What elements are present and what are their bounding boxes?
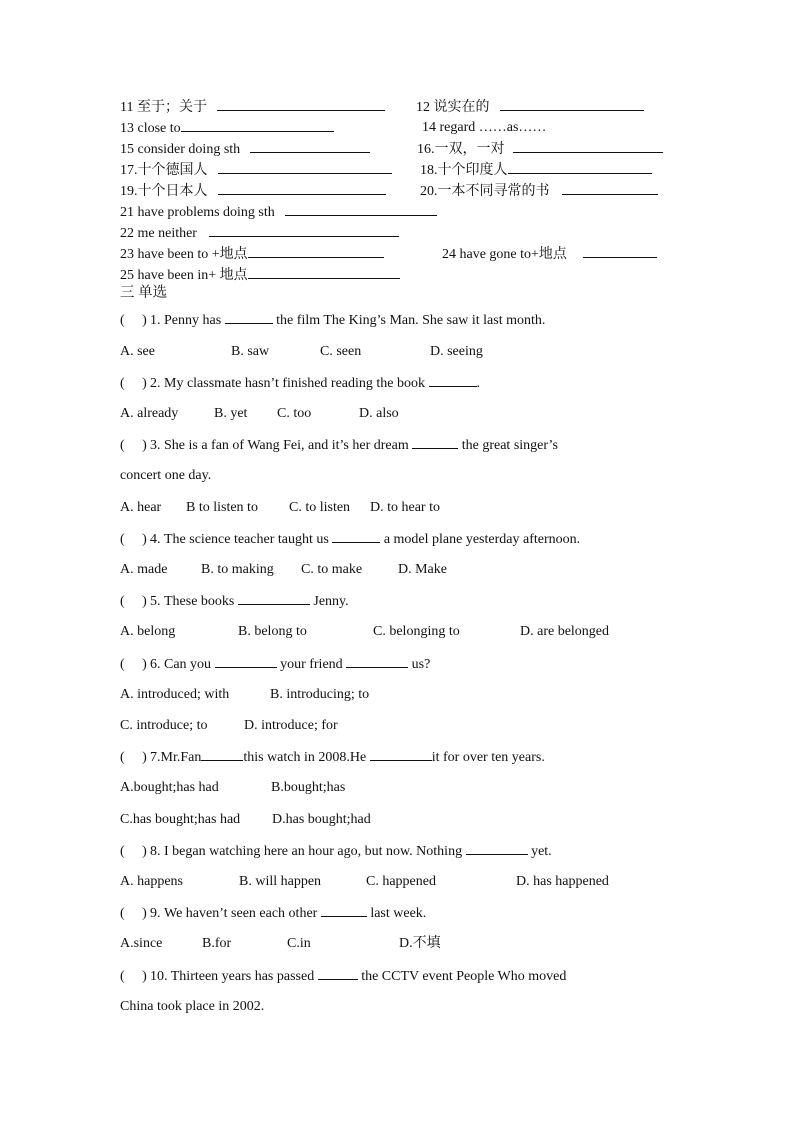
option-a[interactable]: A. made xyxy=(120,562,168,577)
question-text: We haven’t seen each other xyxy=(164,906,318,921)
vocab-text: 19.十个日本人 xyxy=(120,184,208,199)
option-c[interactable]: C. seen xyxy=(320,344,362,359)
option-c[interactable]: C. to make xyxy=(301,562,363,577)
answer-paren[interactable]: ( ) xyxy=(120,969,147,984)
question-text: last week. xyxy=(370,906,427,921)
option-c[interactable]: C. introduce; to xyxy=(120,718,208,733)
options-line xyxy=(120,809,680,831)
question-number: 6. xyxy=(150,657,161,672)
option-b[interactable]: B. to making xyxy=(201,562,274,577)
option-c[interactable]: C. happened xyxy=(366,874,436,889)
vocab-row xyxy=(120,96,680,117)
vocab-item xyxy=(120,201,437,223)
question-line xyxy=(120,965,680,987)
question-text: your friend xyxy=(280,657,343,672)
vocab-text: 13 close to xyxy=(120,121,181,136)
answer-paren[interactable]: ( ) xyxy=(120,313,147,328)
option-b[interactable]: B. yet xyxy=(214,406,248,421)
option-b[interactable]: B. saw xyxy=(231,344,270,359)
question-number: 7. xyxy=(150,750,161,765)
option-c[interactable]: C.has bought;has had xyxy=(120,812,241,827)
question-text: . xyxy=(476,376,481,391)
options-line xyxy=(120,341,680,363)
option-d[interactable]: D. are belonged xyxy=(520,624,610,639)
question-text: Thirteen years has passed xyxy=(167,969,315,984)
answer-blank[interactable] xyxy=(285,201,437,216)
vocab-item xyxy=(416,96,644,118)
vocab-row xyxy=(120,138,680,159)
option-d[interactable]: D.has bought;had xyxy=(272,812,371,827)
option-c[interactable]: C. too xyxy=(277,406,312,421)
vocab-item xyxy=(422,117,546,138)
answer-paren[interactable]: ( ) xyxy=(120,532,147,547)
answer-blank[interactable] xyxy=(238,590,310,605)
vocab-text: 15 consider doing sth xyxy=(120,142,241,157)
vocab-text: 16.一双，一对 xyxy=(417,142,505,157)
question-text: The science teacher taught us xyxy=(164,532,329,547)
vocab-item xyxy=(120,180,386,202)
option-a[interactable]: A. happens xyxy=(120,874,183,889)
option-d[interactable]: D. Make xyxy=(398,562,447,577)
vocab-item xyxy=(417,138,663,160)
vocab-text: 24 have gone to+地点 xyxy=(442,247,567,262)
question-number: 9. xyxy=(150,906,161,921)
vocab-item xyxy=(120,138,370,160)
options-line xyxy=(120,497,680,519)
option-a[interactable]: A. introduced; with xyxy=(120,687,230,702)
answer-blank[interactable] xyxy=(218,159,392,174)
question-number: 4. xyxy=(150,532,161,547)
vocab-row xyxy=(120,117,680,138)
answer-paren[interactable]: ( ) xyxy=(120,750,147,765)
question-text: Jenny. xyxy=(313,594,349,609)
answer-blank[interactable] xyxy=(429,372,477,387)
vocab-row xyxy=(120,264,680,285)
vocab-text: 21 have problems doing sth xyxy=(120,205,275,220)
vocab-text: 11 至于；关于 xyxy=(120,100,207,115)
option-b[interactable]: B. introducing; to xyxy=(270,687,370,702)
question-line xyxy=(120,309,680,331)
vocab-text: 17.十个德国人 xyxy=(120,163,208,178)
question-text: it for over ten years. xyxy=(431,750,545,765)
vocab-item xyxy=(420,159,652,181)
question-text: Can you xyxy=(164,657,212,672)
vocab-text: 22 me neither xyxy=(120,226,197,241)
section-title: 三 单选 xyxy=(120,285,168,301)
question-line xyxy=(120,372,680,394)
vocab-item xyxy=(420,180,658,202)
question-number: 5. xyxy=(150,594,161,609)
option-d[interactable]: D. introduce; for xyxy=(244,718,338,733)
vocab-item xyxy=(120,159,392,181)
question-text: us? xyxy=(411,657,431,672)
question-text: the great singer’s xyxy=(461,438,558,453)
option-d[interactable]: D. also xyxy=(359,406,399,421)
answer-blank[interactable] xyxy=(225,309,273,324)
answer-blank[interactable] xyxy=(318,965,358,980)
answer-paren[interactable]: ( ) xyxy=(120,376,147,391)
answer-paren[interactable]: ( ) xyxy=(120,657,147,672)
options-line xyxy=(120,933,680,955)
vocab-item xyxy=(120,243,384,265)
question-number: 1. xyxy=(150,313,161,328)
question-line xyxy=(120,996,680,1018)
answer-paren[interactable]: ( ) xyxy=(120,844,147,859)
question-line xyxy=(120,746,680,768)
answer-blank[interactable] xyxy=(562,180,658,195)
answer-blank[interactable] xyxy=(250,138,370,153)
question-text: yet. xyxy=(531,844,552,859)
answer-blank[interactable] xyxy=(201,746,243,761)
answer-blank[interactable] xyxy=(332,528,380,543)
answer-paren[interactable]: ( ) xyxy=(120,594,147,609)
answer-blank[interactable] xyxy=(248,243,384,258)
question-text: She is a fan of Wang Fei, and it’s her dream xyxy=(164,438,409,453)
vocab-item xyxy=(120,96,385,118)
answer-blank[interactable] xyxy=(412,434,458,449)
question-line xyxy=(120,465,680,487)
vocab-text: 18.十个印度人 xyxy=(420,163,508,178)
answer-paren[interactable]: ( ) xyxy=(120,438,147,453)
answer-blank[interactable] xyxy=(209,222,399,237)
question-line xyxy=(120,840,680,862)
options-line xyxy=(120,403,680,425)
vocab-row xyxy=(120,180,680,201)
vocab-row xyxy=(120,201,680,222)
question-text: Mr.Fan xyxy=(160,750,202,765)
option-c[interactable]: C. belonging to xyxy=(373,624,460,639)
vocab-text: 23 have been to +地点 xyxy=(120,247,248,262)
option-c[interactable]: C.in xyxy=(287,936,311,951)
question-text: Penny has xyxy=(164,313,222,328)
option-b[interactable]: B to listen to xyxy=(186,500,258,515)
vocab-item xyxy=(120,222,399,244)
options-line xyxy=(120,715,680,737)
question-number: 10. xyxy=(150,969,168,984)
question-number: 8. xyxy=(150,844,161,859)
question-text: the CCTV event People Who moved xyxy=(361,969,567,984)
question-text: I began watching here an hour ago, but now. Nothing xyxy=(164,844,463,859)
question-number: 2. xyxy=(150,376,161,391)
question-text: China took place in 2002. xyxy=(120,999,265,1014)
vocab-item xyxy=(120,117,334,139)
options-line xyxy=(120,871,680,893)
question-text: this watch in 2008.He xyxy=(243,750,367,765)
option-b[interactable]: B.bought;has xyxy=(271,780,346,795)
answer-blank[interactable] xyxy=(217,96,385,111)
vocab-text: 20.一本不同寻常的书 xyxy=(420,184,550,199)
question-text: My classmate hasn’t finished reading the book xyxy=(164,376,426,391)
vocab-text: 14 regard ……as…… xyxy=(422,120,547,135)
question-line xyxy=(120,434,680,456)
question-line xyxy=(120,902,680,924)
option-b[interactable]: B. belong to xyxy=(238,624,307,639)
vocab-text: 25 have been in+ 地点 xyxy=(120,268,248,283)
option-d[interactable]: D.不填 xyxy=(399,936,441,951)
vocab-item xyxy=(442,243,657,265)
option-a[interactable]: A. already xyxy=(120,406,179,421)
question-text: concert one day. xyxy=(120,468,212,483)
vocab-row xyxy=(120,243,680,264)
answer-blank[interactable] xyxy=(513,138,663,153)
option-a[interactable]: A. hear xyxy=(120,500,162,515)
options-line xyxy=(120,777,680,799)
option-b[interactable]: B.for xyxy=(202,936,232,951)
question-line xyxy=(120,653,680,675)
question-text: These books xyxy=(164,594,235,609)
answer-blank[interactable] xyxy=(218,180,386,195)
answer-blank[interactable] xyxy=(181,117,334,132)
vocab-row xyxy=(120,159,680,180)
answer-blank[interactable] xyxy=(508,159,652,174)
question-text: a model plane yesterday afternoon. xyxy=(383,532,581,547)
answer-blank[interactable] xyxy=(346,653,408,668)
answer-blank[interactable] xyxy=(215,653,277,668)
question-text: the film The King’s Man. She saw it last month. xyxy=(276,313,546,328)
question-line xyxy=(120,590,680,612)
option-a[interactable]: A. belong xyxy=(120,624,176,639)
vocab-text: 12 说实在的 xyxy=(416,100,490,115)
vocab-row xyxy=(120,222,680,243)
option-d[interactable]: D. seeing xyxy=(430,344,483,359)
answer-paren[interactable]: ( ) xyxy=(120,906,147,921)
options-line xyxy=(120,621,680,643)
answer-blank[interactable] xyxy=(321,902,367,917)
option-d[interactable]: D. has happened xyxy=(516,874,609,889)
options-line xyxy=(120,684,680,706)
option-b[interactable]: B. will happen xyxy=(239,874,322,889)
option-a[interactable]: A. see xyxy=(120,344,155,359)
answer-blank[interactable] xyxy=(466,840,528,855)
question-number: 3. xyxy=(150,438,161,453)
option-a[interactable]: A.since xyxy=(120,936,163,951)
answer-blank[interactable] xyxy=(248,264,400,279)
option-a[interactable]: A.bought;has had xyxy=(120,780,219,795)
option-c[interactable]: C. to listen xyxy=(289,500,351,515)
answer-blank[interactable] xyxy=(583,243,657,258)
options-line xyxy=(120,559,680,581)
question-line xyxy=(120,528,680,550)
answer-blank[interactable] xyxy=(370,746,432,761)
answer-blank[interactable] xyxy=(500,96,644,111)
option-d[interactable]: D. to hear to xyxy=(370,500,440,515)
